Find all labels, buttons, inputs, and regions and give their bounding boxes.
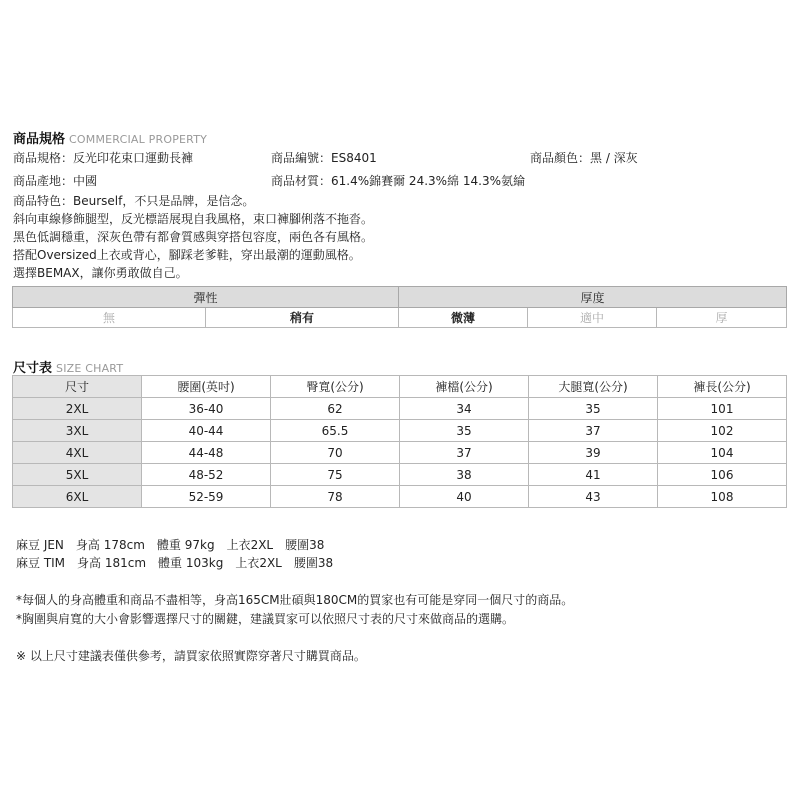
table-cell: 78 <box>271 486 400 508</box>
size-cell: 6XL <box>13 486 142 508</box>
thickness-thick: 厚 <box>657 308 787 328</box>
size-cell: 2XL <box>13 398 142 420</box>
elasticity-slight: 稍有 <box>206 308 399 328</box>
table-cell: 101 <box>658 398 787 420</box>
table-cell: 35 <box>400 420 529 442</box>
feature-line: 商品特色：Beurself，不只是品牌，是信念。 <box>13 194 255 208</box>
table-cell: 108 <box>658 486 787 508</box>
table-cell: 35 <box>529 398 658 420</box>
size-cell: 4XL <box>13 442 142 464</box>
table-cell: 40-44 <box>142 420 271 442</box>
size-chart-title: 尺寸表 <box>13 361 53 376</box>
feature-line: 黑色低調穩重，深灰色帶有都會質感與穿搭包容度，兩色各有風格。 <box>13 230 374 244</box>
size-chart-header-row <box>13 376 787 398</box>
disclaimer: ※ 以上尺寸建議表僅供參考，請買家依照實際穿著尺寸購買商品。 <box>16 649 366 663</box>
spec-features <box>13 192 373 282</box>
size-cell: 5XL <box>13 464 142 486</box>
spec-code: 商品編號：ES8401 <box>271 151 377 165</box>
table-cell: 104 <box>658 442 787 464</box>
spec-material: 商品材質：61.4%錦賽爾 24.3%綿 14.3%氨綸 <box>271 174 525 188</box>
table-cell: 41 <box>529 464 658 486</box>
table-row <box>13 464 787 486</box>
spec-color: 商品顏色：黑 / 深灰 <box>530 151 638 165</box>
table-cell: 39 <box>529 442 658 464</box>
header-length: 褲長(公分) <box>658 376 787 398</box>
spec-subtitle: COMMERCIAL PROPERTY <box>69 133 208 146</box>
model-info <box>16 536 333 572</box>
table-cell: 38 <box>400 464 529 486</box>
table-cell: 40 <box>400 486 529 508</box>
table-cell: 62 <box>271 398 400 420</box>
thickness-label: 厚度 <box>399 287 787 308</box>
table-cell: 37 <box>529 420 658 442</box>
table-cell: 43 <box>529 486 658 508</box>
header-thigh: 大腿寬(公分) <box>529 376 658 398</box>
table-cell: 106 <box>658 464 787 486</box>
table-row <box>13 442 787 464</box>
table-row <box>13 398 787 420</box>
note-line: *每個人的身高體重和商品不盡相等，身高165CM壯碩與180CM的買家也有可能是穿同一個尺寸的商品。 <box>16 593 574 607</box>
feature-line: 搭配Oversized上衣或背心，腳踩老爹鞋，穿出最潮的運動風格。 <box>13 248 361 262</box>
table-cell: 36-40 <box>142 398 271 420</box>
feature-line: 斜向車線修飾腿型，反光標語展現自我風格，束口褲腳俐落不拖沓。 <box>13 212 374 226</box>
header-hip: 臀寬(公分) <box>271 376 400 398</box>
table-row <box>13 420 787 442</box>
spec-origin: 商品產地：中國 <box>13 174 98 188</box>
header-rise: 褲檔(公分) <box>400 376 529 398</box>
elasticity-none: 無 <box>13 308 206 328</box>
size-chart-table <box>12 375 787 508</box>
spec-title: 商品規格 <box>13 132 66 147</box>
table-cell: 52-59 <box>142 486 271 508</box>
elasticity-label: 彈性 <box>13 287 399 308</box>
table-cell: 65.5 <box>271 420 400 442</box>
table-cell: 70 <box>271 442 400 464</box>
size-cell: 3XL <box>13 420 142 442</box>
model-tim: 麻豆 TIM 身高 181cm 體重 103kg 上衣2XL 腰圍38 <box>16 556 334 570</box>
property-table <box>12 286 787 328</box>
table-row <box>13 486 787 508</box>
table-cell: 37 <box>400 442 529 464</box>
thickness-thin: 微薄 <box>399 308 528 328</box>
table-cell: 102 <box>658 420 787 442</box>
model-jen: 麻豆 JEN 身高 178cm 體重 97kg 上衣2XL 腰圍38 <box>16 538 325 552</box>
size-chart-subtitle: SIZE CHART <box>56 362 124 375</box>
table-cell: 44-48 <box>142 442 271 464</box>
feature-line: 選擇BEMAX，讓你勇敢做自己。 <box>13 266 188 280</box>
size-chart-heading <box>13 357 123 376</box>
table-cell: 75 <box>271 464 400 486</box>
table-cell: 34 <box>400 398 529 420</box>
spec-heading <box>13 128 207 147</box>
thickness-medium: 適中 <box>528 308 657 328</box>
spec-name: 商品規格：反光印花束口運動長褲 <box>13 151 194 165</box>
table-cell: 48-52 <box>142 464 271 486</box>
size-notes <box>16 591 573 629</box>
note-line: *胸圍與肩寬的大小會影響選擇尺寸的關鍵，建議買家可以依照尺寸表的尺寸來做商品的選購。 <box>16 612 515 626</box>
header-waist: 腰圍(英吋) <box>142 376 271 398</box>
header-size: 尺寸 <box>13 376 142 398</box>
